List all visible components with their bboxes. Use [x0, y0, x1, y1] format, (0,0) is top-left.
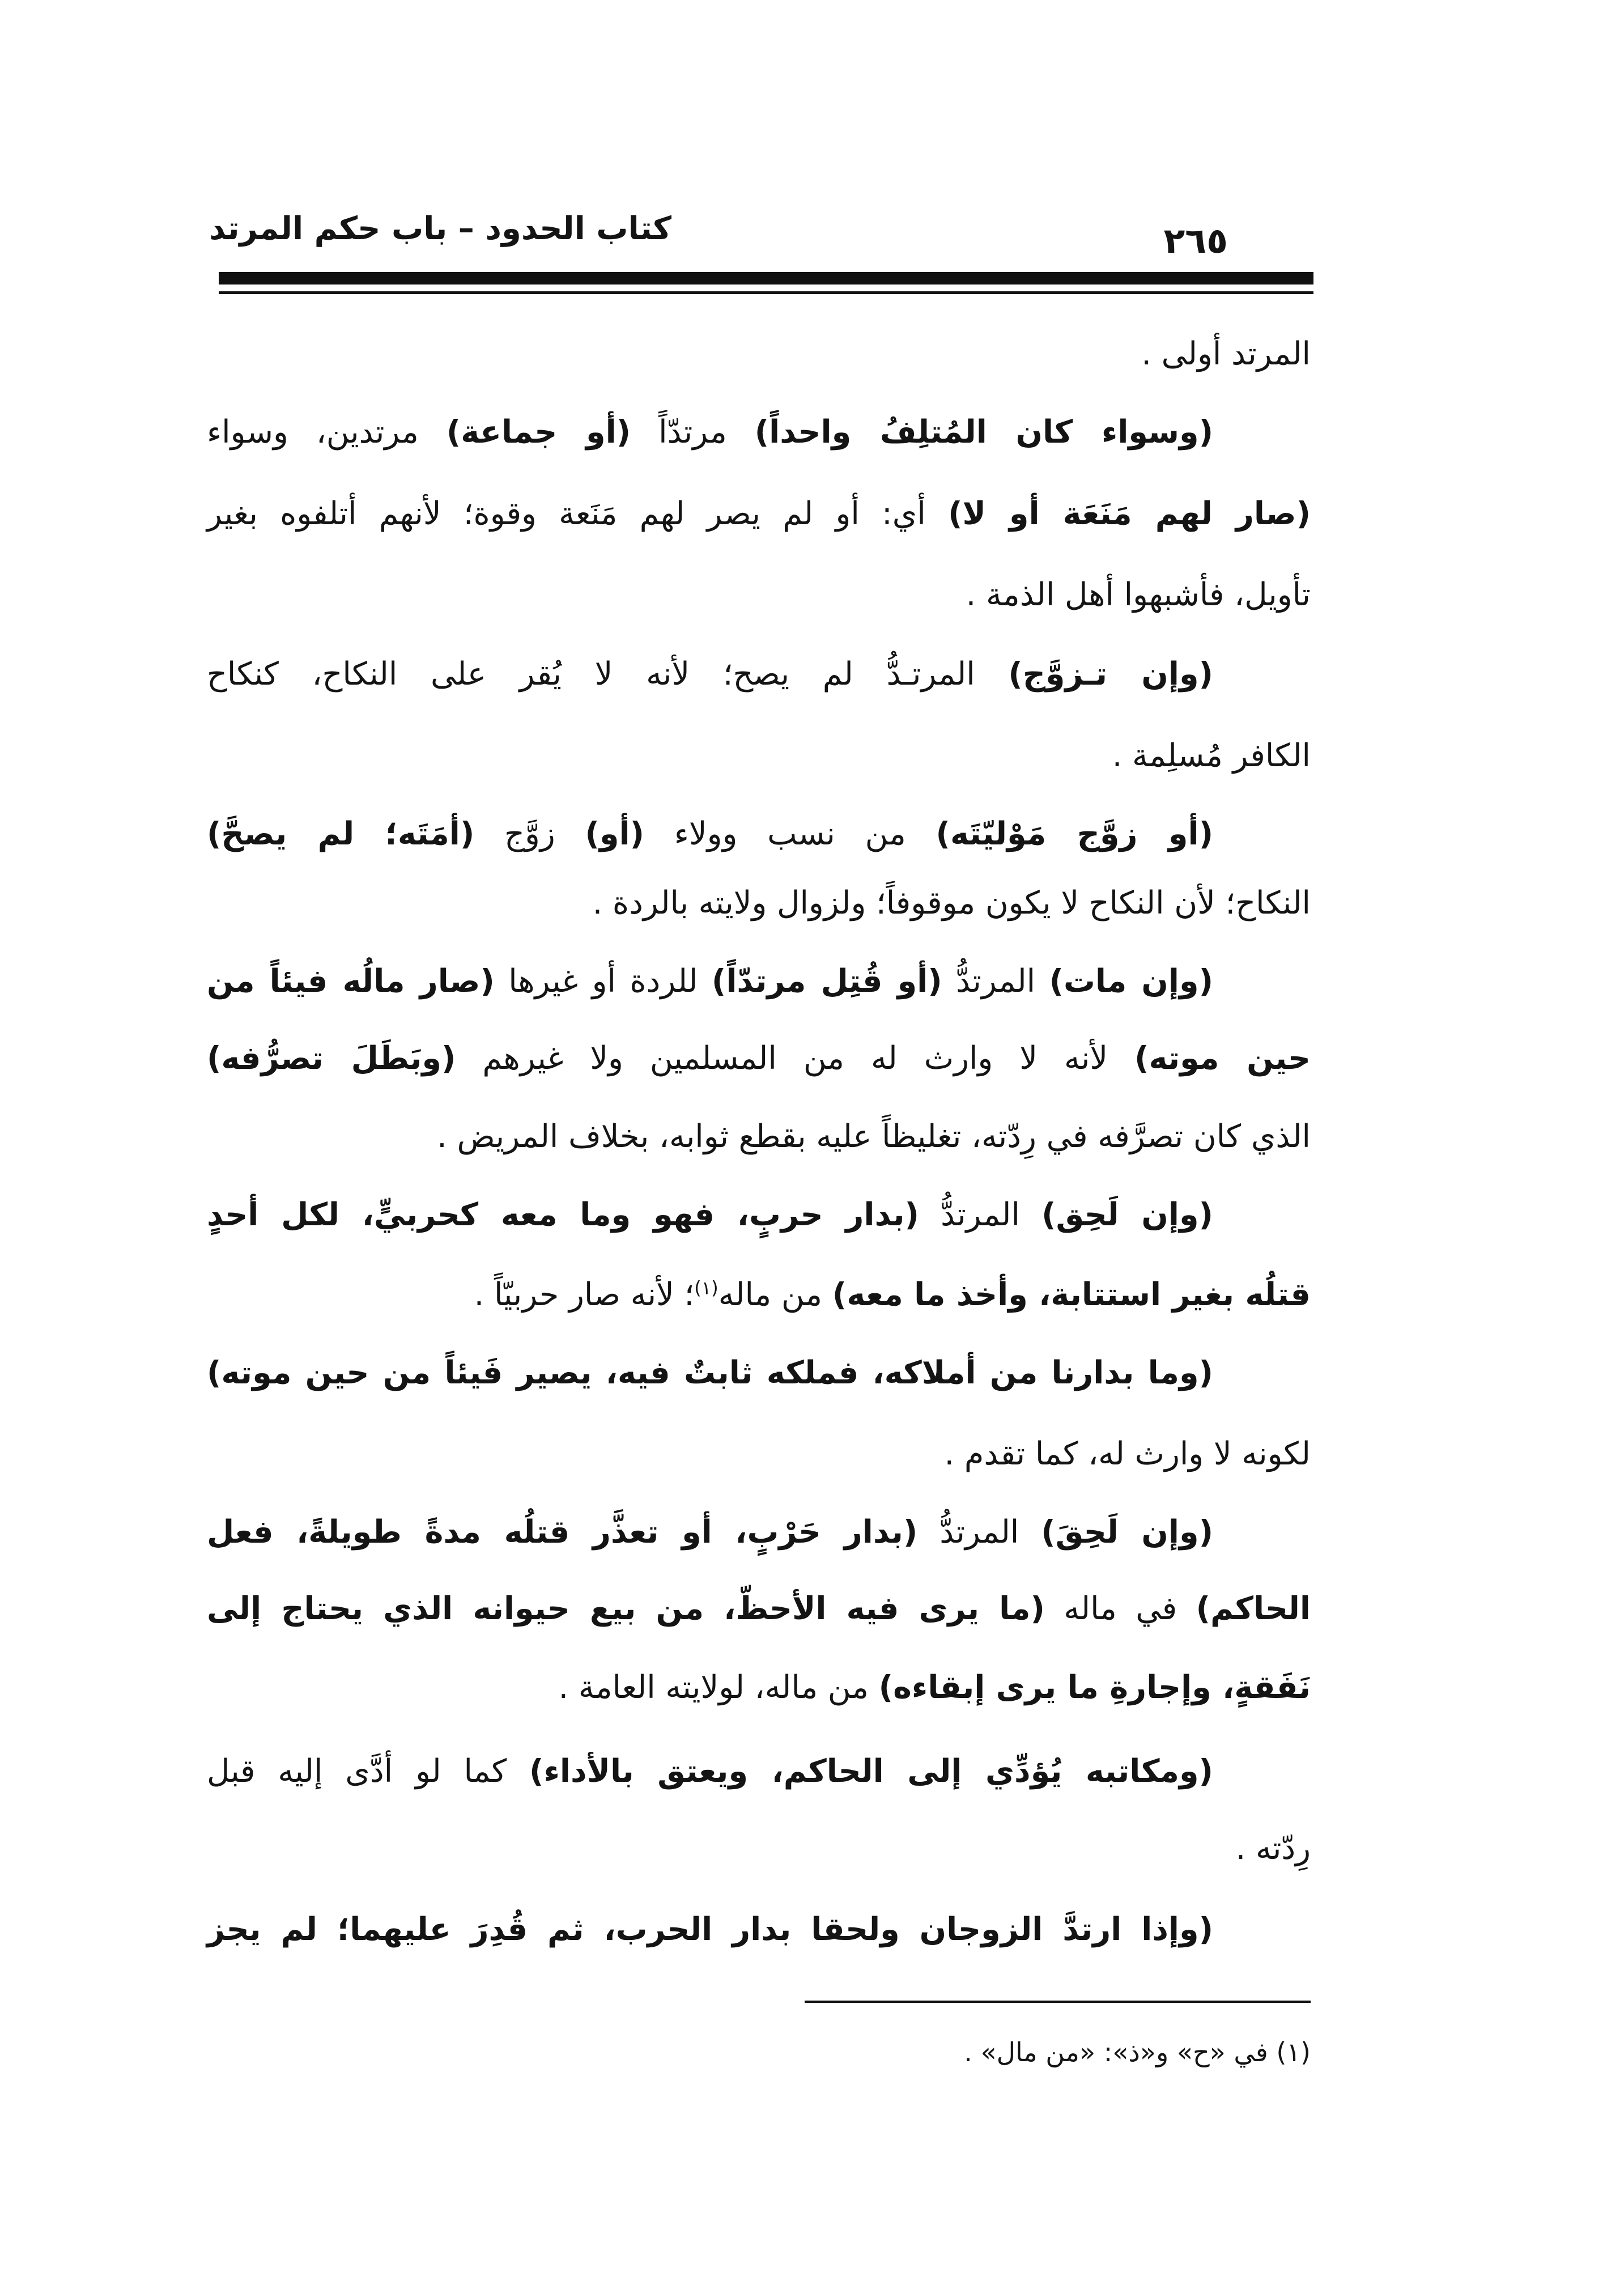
text-line: [207, 1420, 1311, 1488]
text-line: [207, 948, 1311, 1016]
text-segment: من ماله، لولايته العامة .: [558, 1669, 879, 1706]
text-segment: للردة أو غيرها: [494, 963, 712, 1000]
text-segment: الذي كان تصرَّفه في رِدّته، تغليظاً عليه بقطع ثوابه، بخلاف المريض .: [437, 1118, 1311, 1155]
bold-text-segment: (أمَتَه؛ لم يصحَّ): [207, 816, 475, 852]
bold-text-segment: (ما يرى فيه الأحظّ، من بيع حيوانه الذي يحتاج إلى: [207, 1590, 1045, 1627]
text-segment: زوَّج: [474, 816, 585, 852]
text-line: [207, 1498, 1311, 1566]
text-segment: المرتدُّ: [917, 1514, 1041, 1551]
footnote-reference: (١): [694, 1277, 719, 1299]
bold-text-segment: (بدار حربٍ، فهو وما معه كحربيٍّ، لكل أحدٍ: [207, 1196, 919, 1233]
text-segment: في ماله: [1044, 1590, 1196, 1627]
text-segment: المرتـدُّ لم يصح؛ لأنه لا يُقر على النكاح، كنكاح: [207, 656, 1009, 693]
text-segment: ؛ لأنه صار حربيّاً .: [474, 1276, 695, 1313]
text-line: [207, 722, 1311, 790]
text-line: [207, 1261, 1311, 1329]
text-line: [207, 1181, 1311, 1249]
bold-text-segment: (أو جماعة): [446, 414, 631, 451]
bold-text-segment: (وإن لَحِق): [1041, 1196, 1213, 1233]
running-header-title: كتاب الحدود – باب حكم المرتد: [209, 210, 671, 247]
bold-text-segment: نَفَقةٍ، وإجارةِ ما يرى إبقاءه): [878, 1669, 1311, 1706]
bold-text-segment: (وإن مات): [1049, 963, 1214, 1000]
bold-text-segment: (وإن لَحِقَ): [1041, 1514, 1213, 1551]
text-segment: تأويل، فأشبهوا أهل الذمة .: [966, 576, 1311, 613]
bold-text-segment: (وبَطَلَ تصرُّفه): [207, 1040, 456, 1077]
text-line: [207, 1025, 1311, 1093]
text-line: [207, 800, 1311, 868]
text-line: [207, 1815, 1311, 1883]
text-line: [207, 398, 1311, 466]
bold-text-segment: (صار مالُه فيئاً من: [207, 963, 495, 1000]
bold-text-segment: الحاكم): [1196, 1590, 1311, 1627]
text-segment: من ماله: [718, 1276, 832, 1313]
bold-text-segment: (وإذا ارتدَّ الزوجان ولحقا بدار الحرب، ثم قُدِرَ عليهما؛ لم يجز: [207, 1911, 1213, 1948]
text-segment: الكافر مُسلِمة .: [1112, 737, 1311, 774]
text-segment: مرتدين، وسواء: [207, 414, 447, 451]
text-segment: كما لو أدَّى إليه قبل: [207, 1753, 530, 1790]
text-line: [207, 1654, 1311, 1722]
text-line: [207, 1339, 1311, 1407]
footnote: (١) في «ح» و«ذ»: «من مال» .: [964, 2037, 1311, 2067]
bold-text-segment: (وإن تـزوَّج): [1008, 656, 1213, 693]
footnote-separator: [805, 2001, 1311, 2003]
bold-text-segment: قتلُه بغير استتابة، وأخذ ما معه): [832, 1276, 1311, 1313]
bold-text-segment: (بدار حَرْبٍ، أو تعذَّر قتلُه مدةً طويلةً، فعل: [207, 1514, 918, 1551]
bold-text-segment: (وما بدارنا من أملاكه، فملكه ثابتٌ فيه، يصير فَيئاً من حين موته): [207, 1354, 1213, 1391]
bold-text-segment: حين موته): [1134, 1040, 1311, 1077]
text-segment: المرتدُّ: [919, 1196, 1042, 1233]
bold-text-segment: (وسواء كان المُتلِفُ واحداً): [754, 414, 1214, 451]
text-line: [207, 561, 1311, 629]
bold-text-segment: (أو زوَّج مَوْليّتَه): [936, 816, 1213, 852]
page-number: ٢٦٥: [1163, 220, 1228, 261]
text-line: [207, 320, 1311, 388]
text-segment: لكونه لا وارث له، كما تقدم .: [944, 1436, 1311, 1472]
text-line: [207, 1738, 1311, 1806]
text-line: [207, 1103, 1311, 1171]
text-line: [207, 1896, 1311, 1964]
text-segment: المرتد أولى .: [1141, 336, 1311, 372]
bold-text-segment: (أو): [585, 816, 644, 852]
text-segment: أي: أو لم يصر لهم مَنَعة وقوة؛ لأنهم أتلفوه بغير: [207, 495, 949, 532]
text-segment: المرتدُّ: [942, 963, 1049, 1000]
text-segment: النكاح؛ لأن النكاح لا يكون موقوفاً؛ ولزوال ولايته بالردة .: [592, 885, 1311, 922]
bold-text-segment: (ومكاتبه يُؤدِّي إلى الحاكم، ويعتق بالأداء): [529, 1753, 1213, 1790]
text-segment: لأنه لا وارث له من المسلمين ولا غيرهم: [456, 1040, 1135, 1077]
text-segment: من نسب وولاء: [644, 816, 936, 852]
text-segment: مرتدّاً: [631, 414, 755, 451]
text-line: [207, 480, 1311, 548]
text-line: [207, 640, 1311, 708]
bold-text-segment: (صار لهم مَنَعَة أو لا): [948, 495, 1311, 532]
text-segment: رِدّته .: [1235, 1830, 1311, 1867]
text-line: [207, 869, 1311, 937]
bold-text-segment: (أو قُتِل مرتدّاً): [711, 963, 942, 1000]
text-line: [207, 1575, 1311, 1643]
